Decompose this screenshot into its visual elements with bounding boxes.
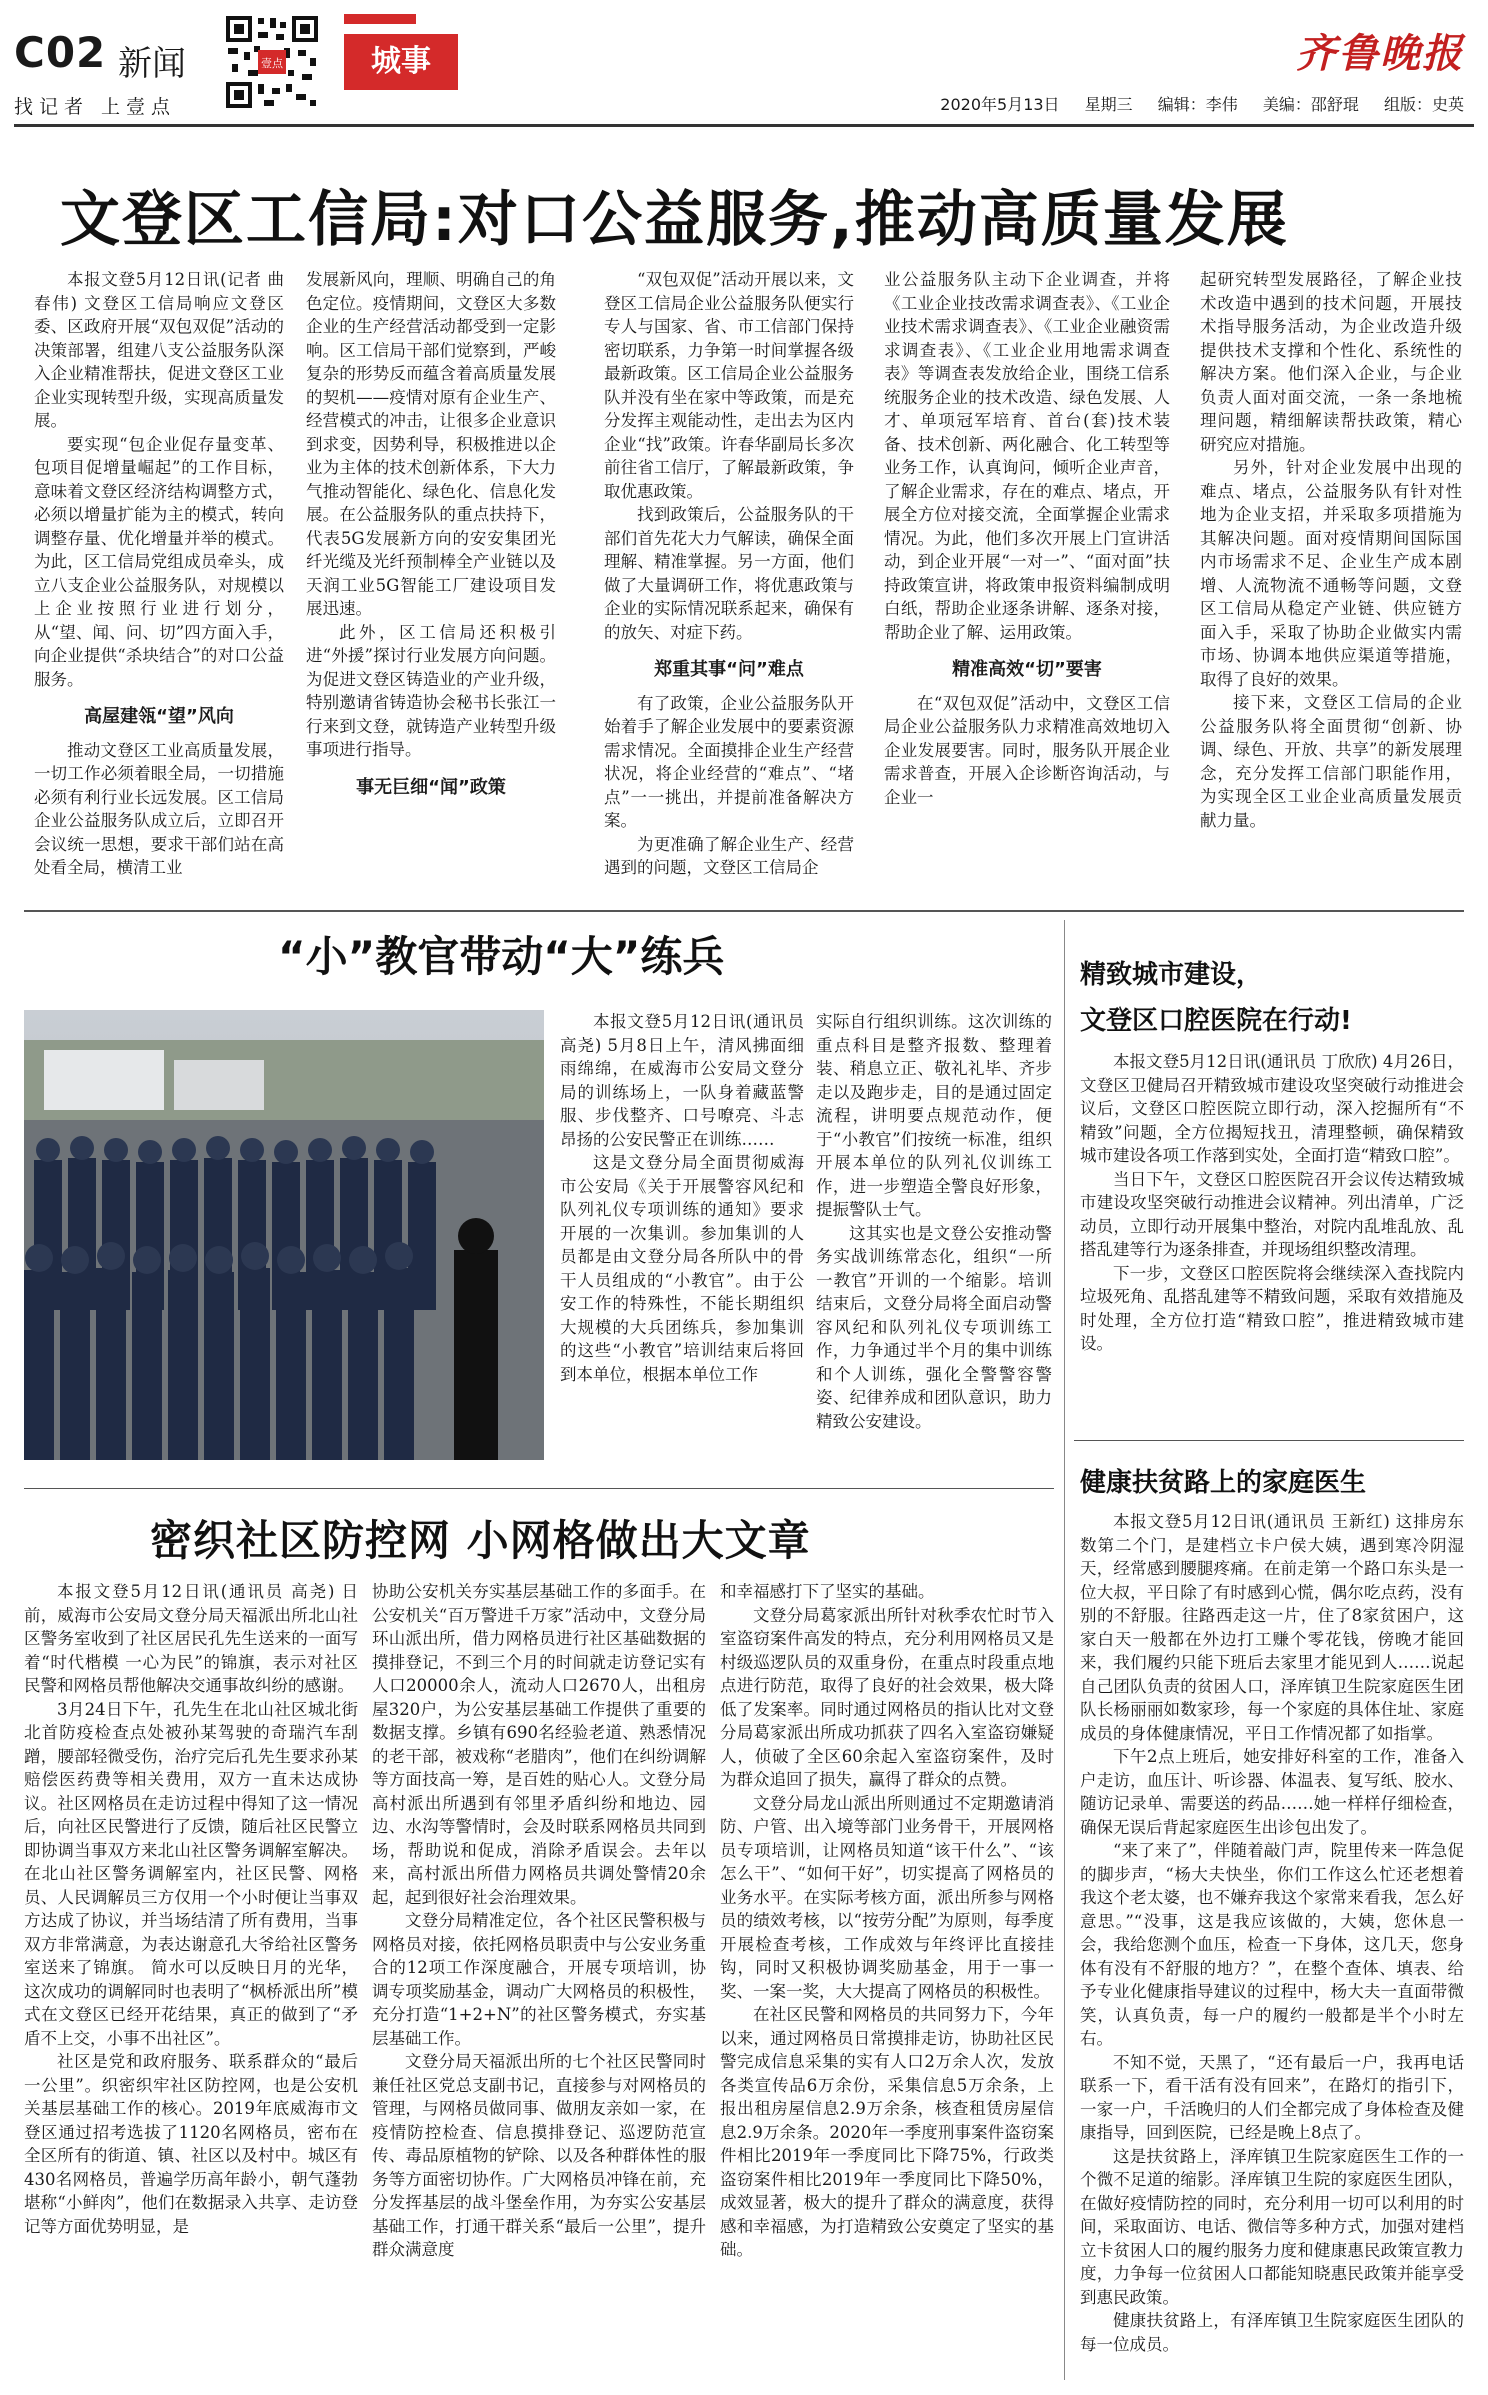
article3-headline <box>1080 952 1352 1044</box>
article1-headline: 文登区工信局:对口公益服务,推动高质量发展 <box>60 185 1289 255</box>
layout-credit: 组版：史英 <box>1383 95 1464 114</box>
article5-para: 下午2点上班后，她安排好科室的工作，准备入户走访，血压计、听诊器、体温表、复写纸、胶水、随访记录单、需要送的药品……她一样样仔细检查，确保无误后背起家庭医生出诊包出发了。 <box>1080 1747 1464 1837</box>
masthead <box>14 14 1474 136</box>
article1-subhead-1: 高屋建瓴“望”风向 <box>84 706 234 727</box>
article3-para: 当日下午，文登区口腔医院召开会议传达精致城市建设攻坚突破行动推进会议精神。列出清单，广泛动员，立即行动开展集中整治，对院内乱堆乱放、乱搭乱建等行为逐条排查，并现场组织整改清理。 <box>1080 1169 1464 1259</box>
article1-para: 要实现“包企业促存量变革、包项目促增量崛起”的工作目标，意味着文登区经济结构调整方式，必须以增量扩能为主的模式，转向调整存量、优化增量并举的模式。为此，区工信局党组成员牵头，成立八支企业公益服务队，对规模以上企业按照行业进行划分，从“望、闻、问、切”四方面入手，向企业提供“杀块结合”的对口公益服务。 <box>34 434 284 689</box>
article4-headline: 密织社区防控网 小网格做出大文章 <box>150 1516 811 1565</box>
article3-para: 下一步，文登区口腔医院将会继续深入查找院内垃圾死角、乱搭乱建等不精致问题，采取有效措施及时处理，全方位打造“精致口腔”，推进精致城市建设。 <box>1080 1263 1464 1353</box>
page-number: C02 <box>14 28 107 77</box>
slogan: 找记者 上壹点 <box>14 96 177 118</box>
article1-para: 找到政策后，公益服务队的干部们首先花大力气解读，确保全面理解、精准掌握。另一方面，他们做了大量调研工作，将优惠政策与企业的实际情况联系起来，确保有的放矢、对症下药。 <box>604 505 854 642</box>
article4-col1 <box>24 1580 358 2380</box>
article1-para: 为更准确了解企业生产、经营遇到的问题，文登区工信局企 <box>604 834 854 877</box>
article2-para: 这其实也是文登公安推动警务实战训练常态化，组织“一所一教官”开训的一个缩影。培训结束后，文登分局将全面启动警容风纪和队列礼仪专项训练工作，力争通过半个月的集中训练和个人训练，强化全警警容警姿、纪律养成和团队意识，助力精致公安建设。 <box>816 1223 1052 1431</box>
article4-para: 文登分局龙山派出所则通过不定期邀请消防、户管、出入境等部门业务骨干，开展网格员专项培训，让网格员知道“该干什么”、“该怎么干”、“如何干好”，切实提高了网格员的业务水平。在实际考核方面，派出所参与网格员的绩效考核，以“按劳分配”为原则，每季度开展检查考核，工作成效与年终评比直接挂钩，同时又积极协调奖励基金，用于一事一奖、一案一奖，大大提高了网格员的积极性。 <box>720 1793 1054 2001</box>
article4-para: 文登分局精准定位，各个社区民警积极与网格员对接，依托网格员职责中与公安业务重合的12项工作深度融合，开展专项培训，协调专项奖励基金，调动广大网格员的积极性，充分打造“1+2+N”的社区警务模式，夯实基层基础工作。 <box>372 1911 706 2048</box>
dateline <box>920 92 1464 115</box>
article4-para: 在社区民警和网格员的共同努力下，今年以来，通过网格员日常摸排走访，协助社区民警完成信息采集的实有人口2万余人次，发放各类宣传品6万余份，采集信息5万余条，上报出租房屋信息2.9万余条，核查租赁房屋信息2.9万余条。2020年一季度刑事案件盗窃案件相比2019年一季度同比下降75%，行政类盗窃案件相比2019年一季度同比下降50%，成效显著，极大的提升了群众的满意度，获得感和幸福感，为打造精致公安奠定了坚实的基础。 <box>720 2005 1054 2259</box>
section-divider <box>1074 1440 1464 1441</box>
article1-subhead-4: 精准高效“切”要害 <box>952 659 1102 680</box>
article3-headline-line2: 文登区口腔医院在行动! <box>1080 1006 1352 1036</box>
article4-para: 和幸福感打下了坚实的基础。 <box>720 1582 935 1601</box>
channel-accent-bar <box>344 14 416 24</box>
article1-para: 推动文登区工业高质量发展，一切工作必须着眼全局，一切措施必须有利行业长远发展。区工信局企业公益服务队成立后，立即召开会议统一思想，要求干部们站在高处看全局，横清工业 <box>34 740 284 877</box>
article2-lead: 本报文登5月12日讯(通讯员 高尧) 5月8日上午，清风拂面细雨绵绵，在威海市公安局文登分局的训练场上，一队身着藏蓝警服、步伐整齐、口号嘹亮、斗志昂扬的公安民警正在训练…… <box>560 1012 804 1149</box>
article2-col1 <box>560 1010 804 1470</box>
article1-para: 另外，针对企业发展中出现的难点、堵点，公益服务队有针对性地为企业支招，并采取多项措施为其解决问题。面对疫情期间国际国内市场需求不足、企业生产成本剧增、人流物流不通畅等问题，文登区工信局从稳定产业链、供应链方面入手，采取了协助企业做实内需市场、协调本地供应渠道等措施，取得了良好的效果。 <box>1200 458 1462 689</box>
issue-date: 2020年5月13日 <box>940 95 1060 114</box>
section-name: 新闻 <box>118 44 186 84</box>
article5-lead: 本报文登5月12日讯(通讯员 王新红) 这排房东数第二个门，是建档立卡户侯大姨，遇到寒冷阴湿天，经常感到腰腿疼痛。在前走第一个路口东头是一位大叔，平日除了有时感到心慌，偶尔吃点药，没有别的不舒服。往路西走这一片，住了8家贫困户，这家白天一般都在外边打工赚个零花钱，傍晚才能回来，我们履约只能下班后去家里才能见到人……说起自己团队负责的贫困人口，泽库镇卫生院家庭医生团队长杨丽丽如数家珍，每一个家庭的具体住址、家庭成员的身体健康情况，平日工作情况都了如指掌。 <box>1080 1512 1464 1743</box>
article5-headline: 健康扶贫路上的家庭医生 <box>1080 1468 1367 1498</box>
article5-para: 健康扶贫路上，有泽库镇卫生院家庭医生团队的每一位成员。 <box>1080 2311 1464 2354</box>
article1-para: 有了政策，企业公益服务队开始着手了解企业发展中的要素资源需求情况。全面摸排企业生产经营状况，将企业经营的“难点”、“堵点”一一挑出，并提前准备解决方案。 <box>604 693 854 830</box>
section-divider <box>24 910 1464 912</box>
article1-col5 <box>1200 268 1462 908</box>
column-divider <box>1064 920 1065 2380</box>
article4-para: 3月24日下午，孔先生在北山社区城北街北首防疫检查点处被孙某驾驶的奇瑞汽车刮蹭，腰部轻微受伤，治疗完后孔先生要求孙某赔偿医药费等相关费用，双方一直未达成协议。社区网格员在走访过程中得知了这一情况后，向社区民警进行了反馈，随后社区民警立即协调当事双方来北山社区警务调解室解决。在北山社区警务调解室内，社区民警、网格员、人民调解员三方仅用一个小时便让当事双方达成了协议，并当场结清了所有费用，当事双方非常满意，为表达谢意孔大爷给社区警务室送来了锦旗。 简水可以反映日月的光华，这次成功的调解同时也表明了“枫桥派出所”模式在文登区已经开花结果，真正的做到了“矛盾不上交，小事不出社区”。 <box>24 1699 358 2048</box>
article4-para: 文登分局葛家派出所针对秋季农忙时节入室盗窃案件高发的特点，充分利用网格员又是村级巡逻队员的双重身份，在重点时段重点地点进行防范，取得了良好的社会效果，极大降低了发案率。同时通过网格员的指认比对文登分局葛家派出所成功抓获了四名入室盗窃嫌疑人，侦破了全区60余起入室盗窃案件，及时为群众追回了损失，赢得了群众的点赞。 <box>720 1605 1054 1789</box>
article5-para: 不知不觉，天黑了，“还有最后一户，我再电话联系一下，看干活有没有回来”，在路灯的指引下，一家一户，千活晚归的人们全都完成了身体检查及健康指导，回到医院，已经是晚上8点了。 <box>1080 2052 1464 2142</box>
article3-headline-line1: 精致城市建设， <box>1080 960 1263 990</box>
section-divider <box>24 1488 1054 1489</box>
newspaper-logo: 齐鲁晚报 <box>1296 30 1464 77</box>
article2-headline: “小”教官带动“大”练兵 <box>278 932 725 981</box>
article4-col3 <box>720 1580 1054 2380</box>
issue-weekday: 星期三 <box>1084 95 1133 114</box>
police-training-photo <box>24 1010 544 1460</box>
article1-subhead-2: 事无巨细“闻”政策 <box>356 776 506 798</box>
article5-body <box>1080 1510 1464 2380</box>
article1-para: 业公益服务队主动下企业调查，并将《工业企业技改需求调查表》、《工业企业技术需求调查表》、《工业企业融资需求调查表》、《工业企业用地需求调查表》等调查表发放给企业，围绕工信系统服务企业的技术改造、绿色发展、人才、单项冠军培育、首台(套)技术装备、技术创新、两化融合、化工转型等业务工作，认真询问，倾听企业声音，了解企业需求，存在的难点、堵点，开展全方位对接交流，全面掌握企业需求情况。为此，他们多次开展上门宣讲活动，到企业开展“一对一”、“面对面”扶持政策宣讲，将政策申报资料编制成明白纸，帮助企业逐条讲解、逐条对接，帮助企业了解、运用政策。 <box>884 270 1170 642</box>
qr-label: 壹点 <box>261 57 283 70</box>
article1-para: “双包双促”活动开展以来，文登区工信局企业公益服务队便实行专人与国家、省、市工信部门保持密切联系，力争第一时间掌握各级最新政策。区工信局企业公益服务队并没有坐在家中等政策，而是充分发挥主观能动性，走出去为区内企业“找”政策。许春华副局长多次前往省工信厅，了解最新政策，争取优惠政策。 <box>604 270 854 501</box>
article5-para: 这是扶贫路上，泽库镇卫生院家庭医生工作的一个微不足道的缩影。泽库镇卫生院的家庭医生团队，在做好疫情防控的同时，充分利用一切可以利用的时间，采取面访、电话、微信等多种方式，加强对建档立卡贫困人口的履约服务力度和健康惠民政策宣教力度，力争每一位贫困人口都能知晓惠民政策并能享受到惠民政策。 <box>1080 2146 1464 2307</box>
article2-para: 这是文登分局全面贯彻威海市公安局《关于开展警容风纪和队列礼仪专项训练的通知》要求开展的一次集训。参加集训的人员都是由文登分局各所队中的骨干人员组成的“小教官”。由于公安工作的特殊性，不能长期组织大规模的大兵团练兵，参加集训的这些“小教官”培训结束后将回到本单位，根据本单位工作 <box>560 1153 804 1384</box>
article4-col2 <box>372 1580 706 2380</box>
designer-credit: 美编：邵舒琨 <box>1262 95 1359 114</box>
channel-tag: 城事 <box>344 34 458 90</box>
article1-para: 发展新风向，理顺、明确自己的角色定位。疫情期间，文登区大多数企业的生产经营活动都受到一定影响。区工信局干部们觉察到，严峻复杂的形势反而蕴含着高质量发展的契机——疫情对原有企业生产、经营模式的冲击，让很多企业意识到求变，因势利导，积极推进以企业为主体的技术创新体系，下大力气推动智能化、绿色化、信息化发展。在公益服务队的重点扶持下，代表5G发展新方向的安安集团光纤光缆及光纤预制棒全产业链以及天润工业5G智能工厂建设项目发展迅速。 <box>306 270 556 618</box>
qr-code-icon <box>224 14 320 110</box>
article1-para: 起研究转型发展路径，了解企业技术改造中遇到的技术问题，开展技术指导服务活动，为企业改造升级提供技术支撑和个性化、系统性的解决方案。他们深入企业，与企业负责人面对面交流，一条一条地梳理问题，精细解读帮扶政策，精心研究应对措施。 <box>1200 270 1462 454</box>
article1-col4 <box>884 268 1170 908</box>
article3-body <box>1080 1050 1464 1430</box>
article1-para: 接下来，文登区工信局的企业公益服务队将全面贯彻“创新、协调、绿色、开放、共享”的新发展理念，充分发挥工信部门职能作用，为实现全区工业企业高质量发展贡献力量。 <box>1200 693 1462 830</box>
article1-col2 <box>306 268 556 908</box>
editor-credit: 编辑：李伟 <box>1157 95 1238 114</box>
article4-para: 社区是党和政府服务、联系群众的“最后一公里”。织密织牢社区防控网，也是公安机关基层基础工作的核心。2019年底威海市文登区通过招考选拔了1120名网格员，密布在全区所有的街道、镇、社区以及村中。城区有430名网格员，普遍学历高年龄小，朝气蓬勃堪称“小鲜肉”，他们在数据录入共享、走访登记等方面优势明显，是 <box>24 2052 358 2236</box>
masthead-rule <box>14 124 1474 127</box>
article2-para: 实际自行组织训练。这次训练的重点科目是整齐报数、整理着装、稍息立正、敬礼礼毕、齐步走以及跑步走，目的是通过固定流程，讲明要点规范动作，便于“小教官”们按统一标准，组织开展本单位的队列礼仪训练工作，进一步塑造全警良好形象，提振警队士气。 <box>816 1012 1052 1219</box>
article3-lead: 本报文登5月12日讯(通讯员 丁欣欣) 4月26日，文登区卫健局召开精致城市建设攻坚突破行动推进会议后，文登区口腔医院立即行动，深入挖掘所有“不精致”问题，全方位揭短找丑，清理整顿，确保精致城市建设各项工作落到实处，全面打造“精致口腔”。 <box>1080 1052 1464 1165</box>
article4-para: 协助公安机关夯实基层基础工作的多面手。在公安机关“百万警进千万家”活动中，文登分局环山派出所，借力网格员进行社区基础数据的摸排登记，不到三个月的时间就走访登记实有人口20000余人，流动人口2670人，出租房屋320户，为公安基层基础工作提供了重要的数据支撑。乡镇有690名经验老道、熟悉情况的老干部，被戏称“老腊肉”，他们在纠纷调解等方面技高一筹，是百姓的贴心人。文登分局高村派出所遇到有邻里矛盾纠纷和地边、园边、水沟等警情时，会及时联系网格员共同到场，帮助说和促成，消除矛盾误会。去年以来，高村派出所借力网格员共调处警情20余起，起到很好社会治理效果。 <box>372 1582 706 1907</box>
article1-col3 <box>604 268 854 908</box>
article1-subhead-3: 郑重其事“问”难点 <box>654 659 804 680</box>
article1-lead: 本报文登5月12日讯(记者 曲春伟) 文登区工信局响应文登区委、区政府开展“双包双促”活动的决策部署，组建八支公益服务队深入企业精准帮扶，促进文登区工业企业实现转型升级，实现高质量发展。 <box>34 270 284 430</box>
article2-col2 <box>816 1010 1052 1470</box>
article4-para: 文登分局天福派出所的七个社区民警同时兼任社区党总支副书记，直接参与对网格员的管理，与网格员做同事、做朋友亲如一家，在疫情防控检查、信息摸排登记、巡逻防范宣传、毒品原植物的铲除、以及各种群体性的服务等方面密切协作。广大网格员冲锋在前，充分发挥基层的战斗堡垒作用，为夯实公安基层基础工作，打通干群关系“最后一公里”，提升群众满意度 <box>372 2052 706 2259</box>
article1-para: 在“双包双促”活动中，文登区工信局企业公益服务队力求精准高效地切入企业发展要害。同时，服务队开展企业需求普查，开展入企诊断咨询活动，与企业一 <box>884 693 1170 807</box>
article1-col1 <box>34 268 284 908</box>
article3-full-title <box>0 0 1 1</box>
article1-para: 此外，区工信局还积极引进“外援”探讨行业发展方向问题。为促进文登区铸造业的产业升级，特别邀请省铸造协会秘书长张江一行来到文登，就铸造产业转型升级事项进行指导。 <box>306 622 556 759</box>
article5-para: “来了来了”，伴随着敲门声，院里传来一阵急促的脚步声，“杨大夫快坐，你们工作这么忙还老想着我这个老太婆，也不嫌弃我这个家常来看我，怎么好意思。”“没事，这是我应该做的，大姨，您休息一会，我给您测个血压，检查一下身体，这几天，您身体有没有不舒服的地方？”，在整个查体、填表、给予专业化健康指导建议的过程中，杨大夫一直面带微笑，认真负责，每一户的履约一般都是半个小时左右。 <box>1080 1841 1464 2048</box>
article4-lead: 本报文登5月12日讯(通讯员 高尧) 日前，威海市公安局文登分局天福派出所北山社区警务室收到了社区居民孔先生送来的一面写着“时代楷模 一心为民”的锦旗，表示对社区民警和网格员帮他解决交通事故纠纷的感谢。 <box>24 1582 358 1695</box>
